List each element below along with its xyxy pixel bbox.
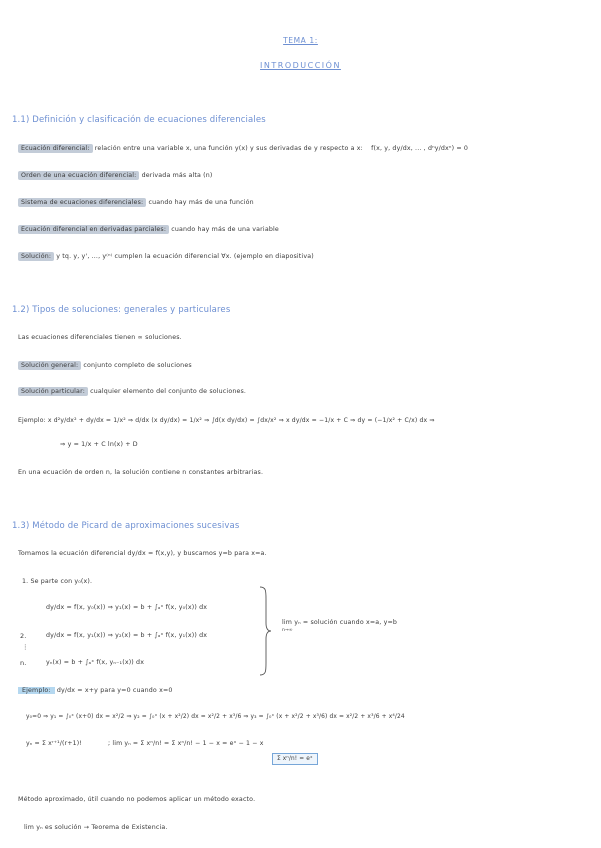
picard-example-limit: ; lim yₙ = Σ xⁿ/n! = Σ xⁿ/n! − 1 − x = eˣ − 1 − x	[108, 740, 264, 747]
term-solucion-general: Solución general:	[18, 361, 81, 370]
picard-iteration-n: yₙ(x) = b + ∫ₐˣ f(x, yₙ₋₁(x)) dx	[46, 659, 145, 666]
limit-subscript: n→∞	[282, 628, 293, 633]
definition-text: conjunto completo de soluciones	[83, 362, 192, 369]
picard-iteration-1: dy/dx = f(x, y₀(x)) ⇒ y₁(x) = b + ∫ₐˣ f(x, y₀(x)) dx	[46, 604, 208, 611]
example-line-1	[18, 417, 435, 424]
infinite-solutions-note: Las ecuaciones diferenciales tienen ∞ soluciones.	[18, 334, 182, 341]
right-brace	[258, 585, 272, 677]
definition-text: derivada más alta (n)	[141, 172, 213, 179]
formula-general: f(x, y, dy/dx, ... , dⁿy/dxⁿ) = 0	[371, 145, 469, 152]
picard-step-2-number: 2.	[20, 632, 27, 640]
term-ecuacion-diferencial: Ecuación diferencial:	[18, 144, 93, 153]
page-title: TEMA 1:	[283, 36, 318, 45]
approximate-method-note: Método aproximado, útil cuando no podemos aplicar un método exacto.	[18, 796, 256, 803]
example-derivation: x d²y/dx² + dy/dx = 1/x² ⇒ d/dx (x dy/dx) = 1/x² ⇒ ∫d(x dy/dx) = ∫dx/x² ⇒ x dy/dx = −1/x + C ⇒ dy = (−1/x² + C/x) dx ⇒	[47, 417, 435, 424]
section-heading-1-2: 1.2) Tipos de soluciones: generales y particulares	[12, 305, 231, 315]
term-sistema: Sistema de ecuaciones diferenciales:	[18, 198, 146, 207]
picard-step-n-number: n.	[20, 659, 27, 667]
constants-note: En una ecuación de orden n, la solución contiene n constantes arbitrarias.	[18, 469, 264, 476]
definition-derivadas-parciales	[18, 226, 279, 233]
term-ejemplo: Ejemplo:	[18, 687, 55, 694]
existence-theorem-note: lim yₙ es solución → Teorema de Existencia.	[24, 824, 168, 831]
picard-limit	[282, 619, 397, 626]
definition-text: y tq. y, y', ..., y⁽ⁿ⁾ cumplen la ecuación diferencial ∀x. (ejemplo en diapositiva)	[56, 253, 314, 260]
definition-text: cuando hay más de una variable	[171, 226, 279, 233]
picard-example-statement	[18, 687, 173, 694]
picard-example-iterations: y₀=0 ⇒ y₁ = ∫₀ˣ (x+0) dx = x²/2 ⇒ y₂ = ∫₀ˣ (x + x²/2) dx = x²/2 + x³/6 ⇒ y₃ = ∫₀ˣ (x + x²/2 + x³/6) dx = x²/2 + x³/6 + x⁴/24	[26, 714, 405, 720]
section-heading-1-1: 1.1) Definición y clasificación de ecuaciones diferenciales	[12, 115, 266, 125]
definition-ecuacion-diferencial	[18, 145, 468, 152]
example-line-2: ⇒ y = 1/x + C ln(x) + D	[60, 441, 138, 448]
definition-text: relación entre una variable x, una función y(x) y sus derivadas de y respecto a x:	[94, 145, 363, 152]
term-solucion: Solución:	[18, 252, 54, 261]
picard-example-general-term: yₙ = Σ xʳ⁺¹/(r+1)!	[26, 740, 82, 747]
picard-intro: Tomamos la ecuación diferencial dy/dx = f(x,y), y buscamos y=b para x=a.	[18, 550, 267, 557]
definition-orden	[18, 172, 213, 179]
definition-text: cuando hay más de una función	[148, 199, 254, 206]
term-derivadas-parciales: Ecuación diferencial en derivadas parciales:	[18, 225, 169, 234]
section-heading-1-3: 1.3) Método de Picard de aproximaciones sucesivas	[12, 521, 240, 531]
definition-solucion	[18, 253, 314, 260]
definition-sistema	[18, 199, 254, 206]
picard-iteration-2: dy/dx = f(x, y₁(x)) ⇒ y₂(x) = b + ∫ₐˣ f(x, y₁(x)) dx	[46, 632, 208, 639]
term-orden: Orden de una ecuación diferencial:	[18, 171, 139, 180]
picard-dots: ⋮	[22, 643, 29, 651]
page-subtitle: INTRODUCCIÓN	[260, 61, 341, 70]
definition-solucion-general	[18, 362, 192, 369]
term-solucion-particular: Solución particular:	[18, 387, 88, 396]
definition-solucion-particular	[18, 388, 246, 395]
example-text: dy/dx = x+y para y=0 cuando x=0	[56, 687, 173, 694]
picard-step-1: 1. Se parte con y₀(x).	[22, 578, 93, 585]
limit-text: lim yₙ = solución cuando x=a, y=b	[282, 619, 398, 626]
definition-text: cualquier elemento del conjunto de soluciones.	[90, 388, 247, 395]
exponential-series-box: Σ xⁿ/n! = eˣ	[272, 753, 318, 765]
example-label: Ejemplo:	[18, 417, 46, 424]
